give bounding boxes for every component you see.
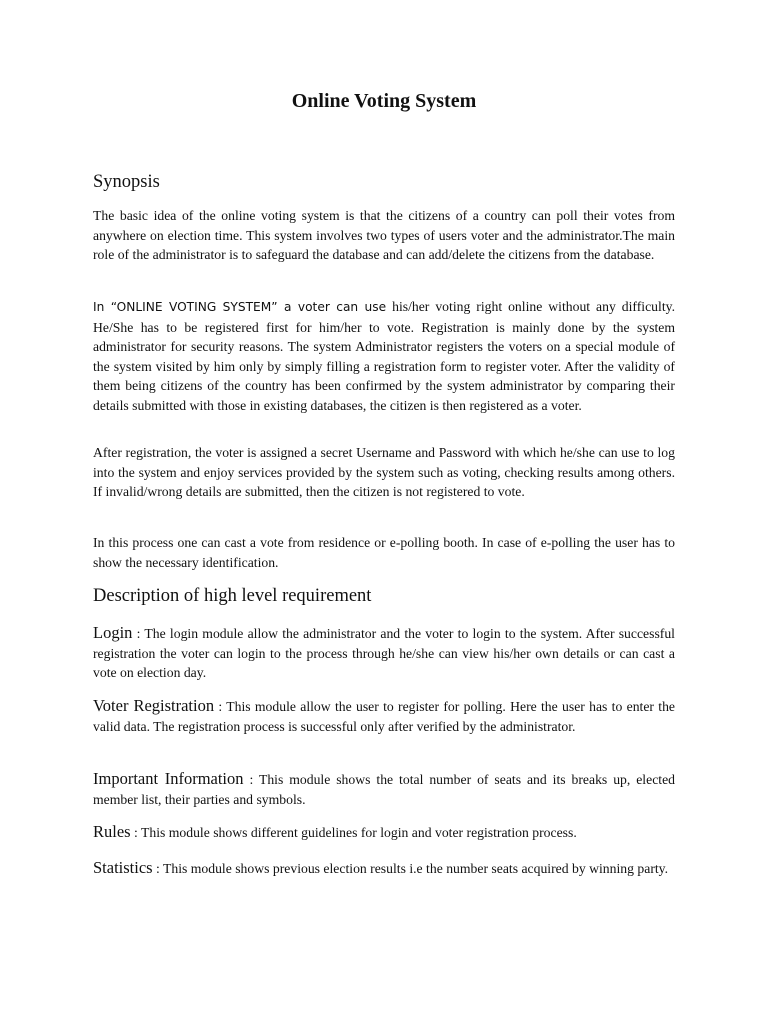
requirement-statistics-text: : This module shows previous election results i.e the number seats acquired by winning party. — [152, 861, 669, 876]
synopsis-heading: Synopsis — [93, 172, 160, 192]
requirement-important-information — [93, 769, 675, 809]
requirement-login-term: Login — [93, 623, 133, 642]
requirement-important-information-term: Important Information — [93, 769, 244, 788]
requirement-rules-term: Rules — [93, 822, 131, 841]
requirement-important-information-text: : This module shows the total number of seats and its breaks up, elected member list, their parties and symbols. — [93, 772, 675, 807]
synopsis-paragraph-2-prefix: In “ONLINE VOTING SYSTEM” a voter can use — [93, 300, 387, 314]
requirement-voter-registration — [93, 696, 675, 736]
requirements-heading: Description of high level requirement — [93, 586, 372, 606]
synopsis-paragraph-1: The basic idea of the online voting system is that the citizens of a country can poll their votes from anywhere on election time. This system involves two types of users voter and the administrator.The main role of the administrator is to safeguard the database and can add/delete the citizens from the database. — [93, 208, 675, 263]
synopsis-paragraph-3: After registration, the voter is assigned a secret Username and Password with which he/she can use to log into the system and enjoy services provided by the system such as voting, checking results among others. If invalid/wrong details are submitted, then the citizen is not registered to vote. — [93, 445, 675, 500]
document-title: Online Voting System — [291, 90, 477, 112]
requirement-rules-text: : This module shows different guidelines for login and voter registration process. — [130, 825, 577, 840]
synopsis-paragraph-4: In this process one can cast a vote from residence or e-polling booth. In case of e-polling the user has to show the necessary identification. — [93, 535, 675, 570]
requirement-login — [93, 623, 675, 683]
synopsis-paragraph-2-rest: his/her voting right online without any difficulty. He/She has to be registered first for him/her to vote. Registration is mainly done by the system administrator for security reasons. The system Administrator registers the voters on a special module of the system visited by him only by simply filling a registration form to register voter. After the validity of them being citizens of the country has been confirmed by the system administrator by comparing their details submitted with those in existing databases, the citizen is then registered as a voter. — [93, 299, 676, 413]
requirement-statistics — [93, 858, 675, 879]
requirement-login-text: : The login module allow the administrator and the voter to login to the system. After successful registration the voter can login to the process through he/she can view his/her own details or can cast a vote on election day. — [93, 626, 675, 681]
requirement-voter-registration-term: Voter Registration — [93, 696, 215, 715]
requirement-rules — [93, 822, 675, 843]
requirement-statistics-term: Statistics — [93, 858, 153, 877]
synopsis-paragraph-2 — [93, 297, 675, 416]
requirement-voter-registration-text: : This module allow the user to register for polling. Here the user has to enter the valid data. The registration process is successful only after verified by the administrator. — [93, 699, 675, 734]
